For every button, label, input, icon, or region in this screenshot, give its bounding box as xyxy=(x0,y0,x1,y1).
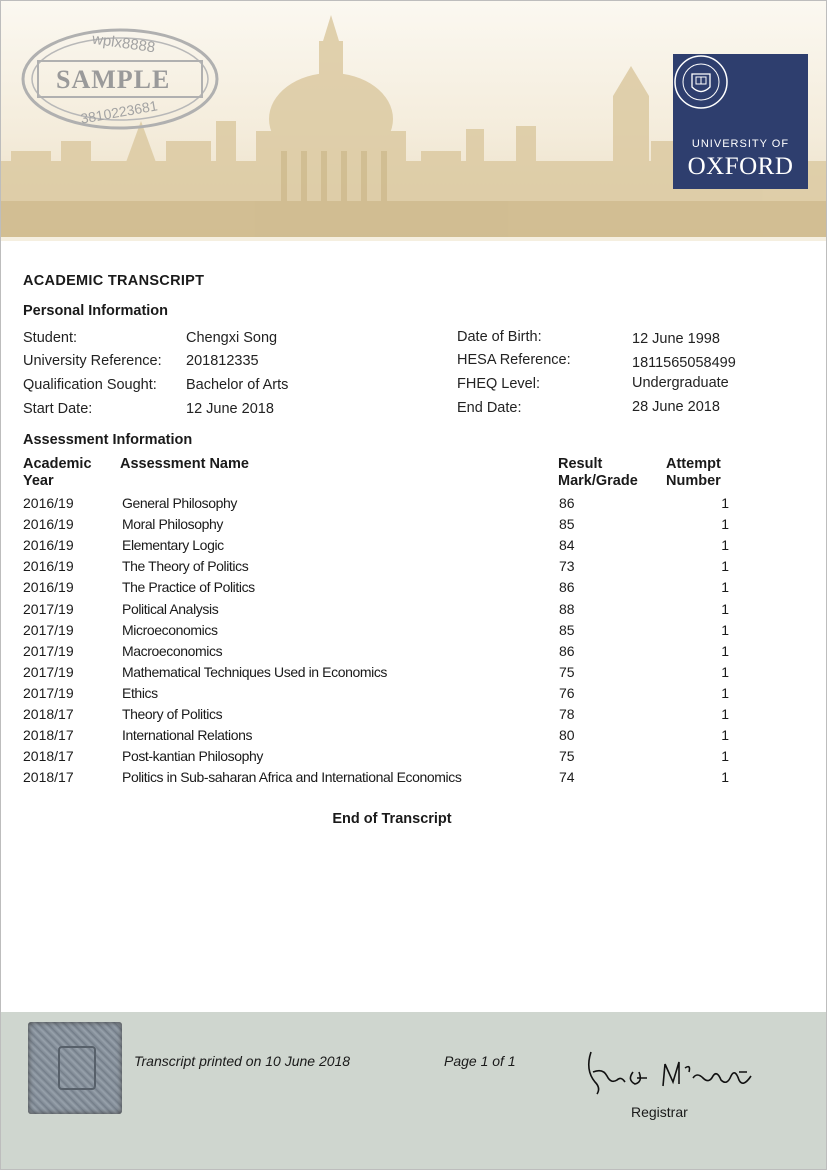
end-date-value: 28 June 2018 xyxy=(632,399,720,415)
row-mark: 78 xyxy=(559,706,575,722)
row-attempt: 1 xyxy=(721,769,729,785)
header-year: Year xyxy=(23,473,54,489)
end-date-label: End Date: xyxy=(457,400,522,416)
student-label: Student: xyxy=(23,330,78,346)
row-mark: 85 xyxy=(559,622,575,638)
row-attempt: 1 xyxy=(721,748,729,764)
header-attempt: Attempt xyxy=(666,456,721,472)
row-assessment-name: The Theory of Politics xyxy=(122,558,249,574)
row-year: 2016/19 xyxy=(23,537,74,553)
university-logo xyxy=(673,54,808,189)
date-of-birth-label: Date of Birth: xyxy=(457,329,542,345)
column-header-assessment-name: Assessment Name xyxy=(120,456,249,472)
fheq-level-value: Undergraduate xyxy=(632,375,729,391)
row-year: 2016/19 xyxy=(23,495,74,511)
stamp-main-text: SAMPLE xyxy=(56,65,171,94)
sample-watermark-stamp xyxy=(20,27,220,131)
row-assessment-name: Ethics xyxy=(122,685,158,701)
end-of-transcript: End of Transcript xyxy=(332,811,452,827)
stamp-bottom-text: 3810223681 xyxy=(79,97,159,127)
header-mark-grade: Mark/Grade xyxy=(558,473,638,489)
row-year: 2018/17 xyxy=(23,706,74,722)
row-mark: 76 xyxy=(559,685,575,701)
row-year: 2016/19 xyxy=(23,516,74,532)
student-value: Chengxi Song xyxy=(186,330,278,346)
row-mark: 75 xyxy=(559,748,575,764)
print-date: Transcript printed on 10 June 2018 xyxy=(134,1053,351,1069)
row-year: 2016/19 xyxy=(23,558,74,574)
row-mark: 85 xyxy=(559,516,575,532)
row-assessment-name: The Practice of Politics xyxy=(122,579,255,595)
row-assessment-name: Macroeconomics xyxy=(122,643,223,659)
row-attempt: 1 xyxy=(721,537,729,553)
qualification-label: Qualification Sought: xyxy=(23,377,157,393)
hologram-crest-icon xyxy=(58,1046,96,1090)
row-mark: 86 xyxy=(559,495,575,511)
row-year: 2018/17 xyxy=(23,748,74,764)
row-year: 2017/19 xyxy=(23,643,74,659)
row-attempt: 1 xyxy=(721,579,729,595)
date-of-birth-value: 12 June 1998 xyxy=(632,331,720,347)
start-date-label: Start Date: xyxy=(23,401,93,417)
registrar-signature xyxy=(581,1042,761,1102)
university-reference-label: University Reference: xyxy=(23,353,162,369)
row-mark: 86 xyxy=(559,643,575,659)
fheq-level-label: FHEQ Level: xyxy=(457,376,540,392)
row-assessment-name: Microeconomics xyxy=(122,622,218,638)
oxford-crest-icon xyxy=(673,54,729,110)
row-assessment-name: Politics in Sub-saharan Africa and International Economics xyxy=(122,769,462,785)
row-attempt: 1 xyxy=(721,495,729,511)
row-attempt: 1 xyxy=(721,727,729,743)
row-year: 2018/17 xyxy=(23,769,74,785)
row-assessment-name: Mathematical Techniques Used in Economics xyxy=(122,664,388,680)
row-assessment-name: Theory of Politics xyxy=(122,706,223,722)
row-assessment-name: International Relations xyxy=(122,727,253,743)
document-title: ACADEMIC TRANSCRIPT xyxy=(23,273,205,289)
row-mark: 75 xyxy=(559,664,575,680)
row-attempt: 1 xyxy=(721,516,729,532)
personal-info-heading: Personal Information xyxy=(23,303,169,319)
page-number: Page 1 of 1 xyxy=(444,1053,516,1069)
header-academic: Academic xyxy=(23,456,92,472)
row-mark: 74 xyxy=(559,769,575,785)
row-attempt: 1 xyxy=(721,706,729,722)
row-assessment-name: Moral Philosophy xyxy=(122,516,223,532)
row-assessment-name: Elementary Logic xyxy=(122,537,224,553)
row-year: 2016/19 xyxy=(23,579,74,595)
header-result: Result xyxy=(558,456,603,472)
row-mark: 73 xyxy=(559,558,575,574)
column-header-academic-year xyxy=(23,456,92,490)
row-attempt: 1 xyxy=(721,685,729,701)
row-mark: 84 xyxy=(559,537,575,553)
row-mark: 80 xyxy=(559,727,575,743)
qualification-value: Bachelor of Arts xyxy=(186,377,289,393)
row-assessment-name: Political Analysis xyxy=(122,601,219,617)
row-mark: 86 xyxy=(559,579,575,595)
start-date-value: 12 June 2018 xyxy=(186,401,274,417)
column-header-attempt xyxy=(666,456,721,490)
row-year: 2017/19 xyxy=(23,685,74,701)
logo-university-of: UNIVERSITY OF xyxy=(691,138,790,150)
row-year: 2017/19 xyxy=(23,622,74,638)
column-header-result xyxy=(558,456,638,490)
row-mark: 88 xyxy=(559,601,575,617)
row-attempt: 1 xyxy=(721,558,729,574)
footer-band xyxy=(1,1012,827,1170)
row-attempt: 1 xyxy=(721,601,729,617)
row-year: 2017/19 xyxy=(23,601,74,617)
row-year: 2018/17 xyxy=(23,727,74,743)
stamp-top-text: wplx8888 xyxy=(91,30,157,57)
hologram-security-seal xyxy=(28,1022,122,1114)
row-attempt: 1 xyxy=(721,622,729,638)
university-reference-value: 201812335 xyxy=(186,353,259,369)
row-attempt: 1 xyxy=(721,664,729,680)
row-year: 2017/19 xyxy=(23,664,74,680)
row-attempt: 1 xyxy=(721,643,729,659)
row-assessment-name: Post-kantian Philosophy xyxy=(122,748,263,764)
hesa-reference-label: HESA Reference: xyxy=(457,352,571,368)
row-assessment-name: General Philosophy xyxy=(122,495,237,511)
assessment-info-heading: Assessment Information xyxy=(23,432,193,448)
header-banner xyxy=(1,1,827,241)
logo-oxford: OXFORD xyxy=(687,153,794,180)
hesa-reference-value: 1811565058499 xyxy=(632,355,736,371)
header-number: Number xyxy=(666,473,721,489)
registrar-label: Registrar xyxy=(631,1104,688,1120)
